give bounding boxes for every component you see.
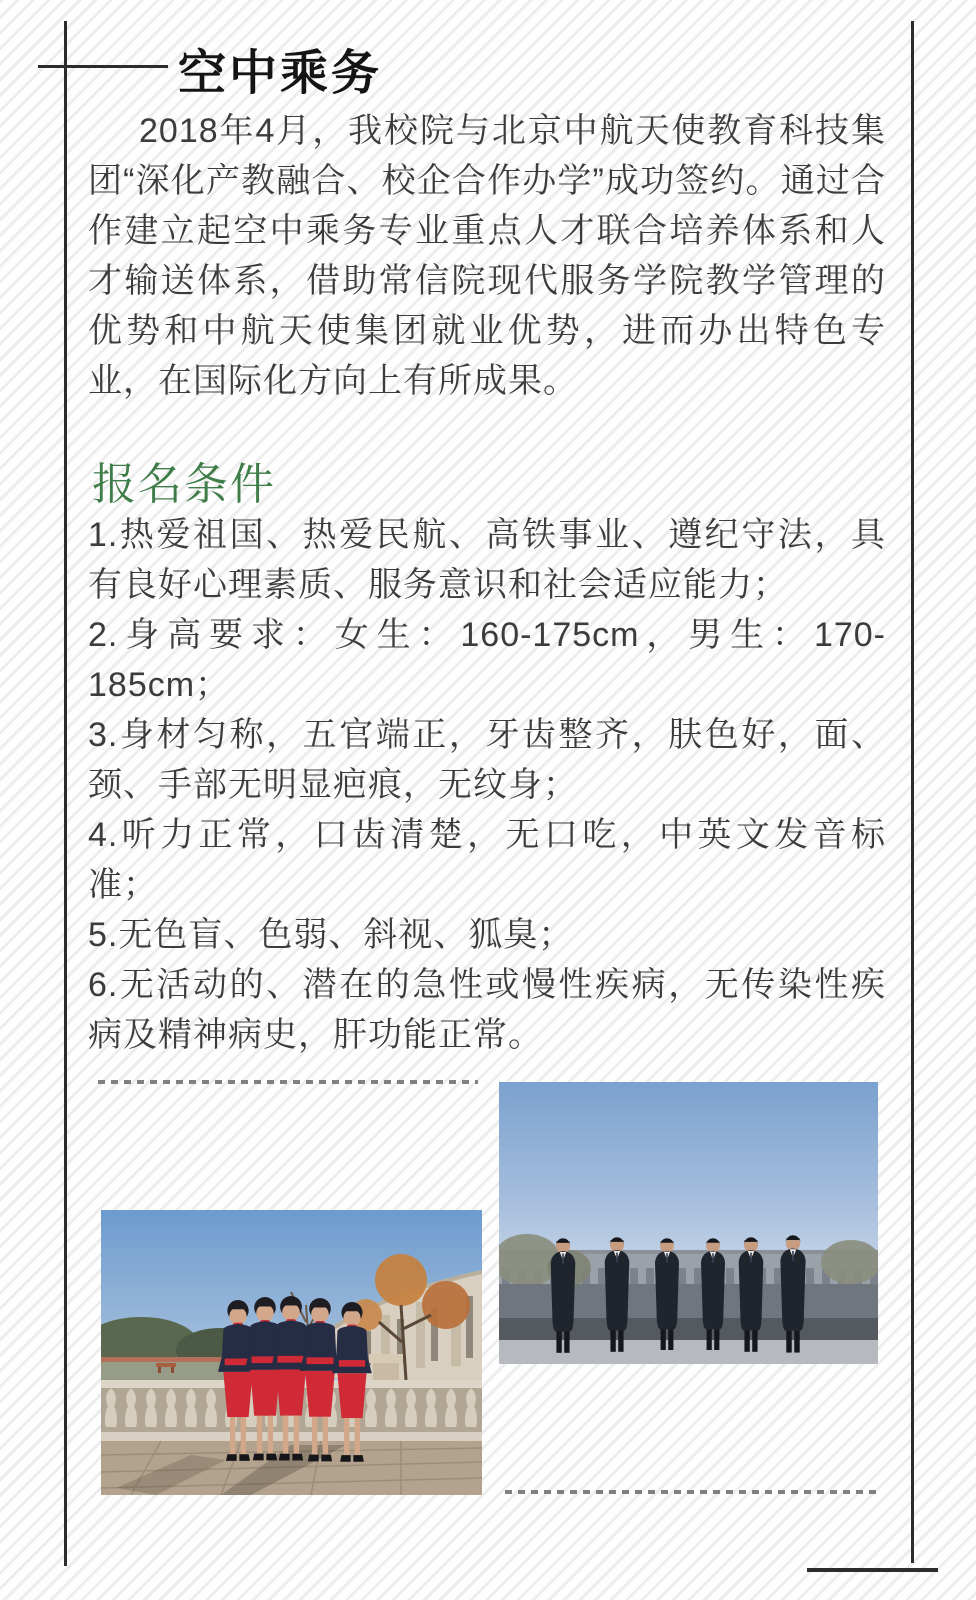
female-crew-illustration [101, 1210, 482, 1495]
requirement-item: 6.无活动的、潜在的急性或慢性疾病，无传染性疾病及精神病史，肝功能正常。 [88, 966, 886, 1054]
male-cabin-crew-photo [499, 1082, 878, 1364]
male-crew-illustration [499, 1082, 878, 1364]
frame-left-line [64, 21, 67, 1566]
female-cabin-crew-photo [101, 1210, 482, 1495]
requirements-heading: 报名条件 [92, 460, 276, 509]
requirement-item: 1.热爱祖国、热爱民航、高铁事业、遵纪守法，具有良好心理素质、服务意识和社会适应能力； [88, 516, 886, 604]
dashed-divider-left [98, 1080, 478, 1084]
intro-paragraph: 2018年4月，我校院与北京中航天使教育科技集团“深化产教融合、校企合作办学”成功签约。通过合作建立起空中乘务专业重点人才联合培养体系和人才输送体系，借助常信院现代服务学院教学管理的优势和中航天使集团就业优势，进而办出特色专业，在国际化方向上有所成果。 [88, 112, 886, 400]
page-title: 空中乘务 [178, 47, 383, 100]
requirement-item: 2.身高要求：女生：160-175cm，男生：170-185cm； [88, 616, 886, 704]
dashed-divider-right [505, 1490, 877, 1494]
frame-right-line [911, 21, 914, 1563]
title-accent-line [38, 65, 168, 68]
requirement-item: 4.听力正常，口齿清楚，无口吃，中英文发音标准； [88, 816, 886, 904]
requirement-item: 5.无色盲、色弱、斜视、狐臭； [88, 916, 574, 954]
requirement-item: 3.身材匀称，五官端正，牙齿整齐，肤色好，面、颈、手部无明显疤痕，无纹身； [88, 716, 886, 804]
requirements-list [88, 510, 886, 1060]
bottom-accent-line [807, 1568, 938, 1572]
